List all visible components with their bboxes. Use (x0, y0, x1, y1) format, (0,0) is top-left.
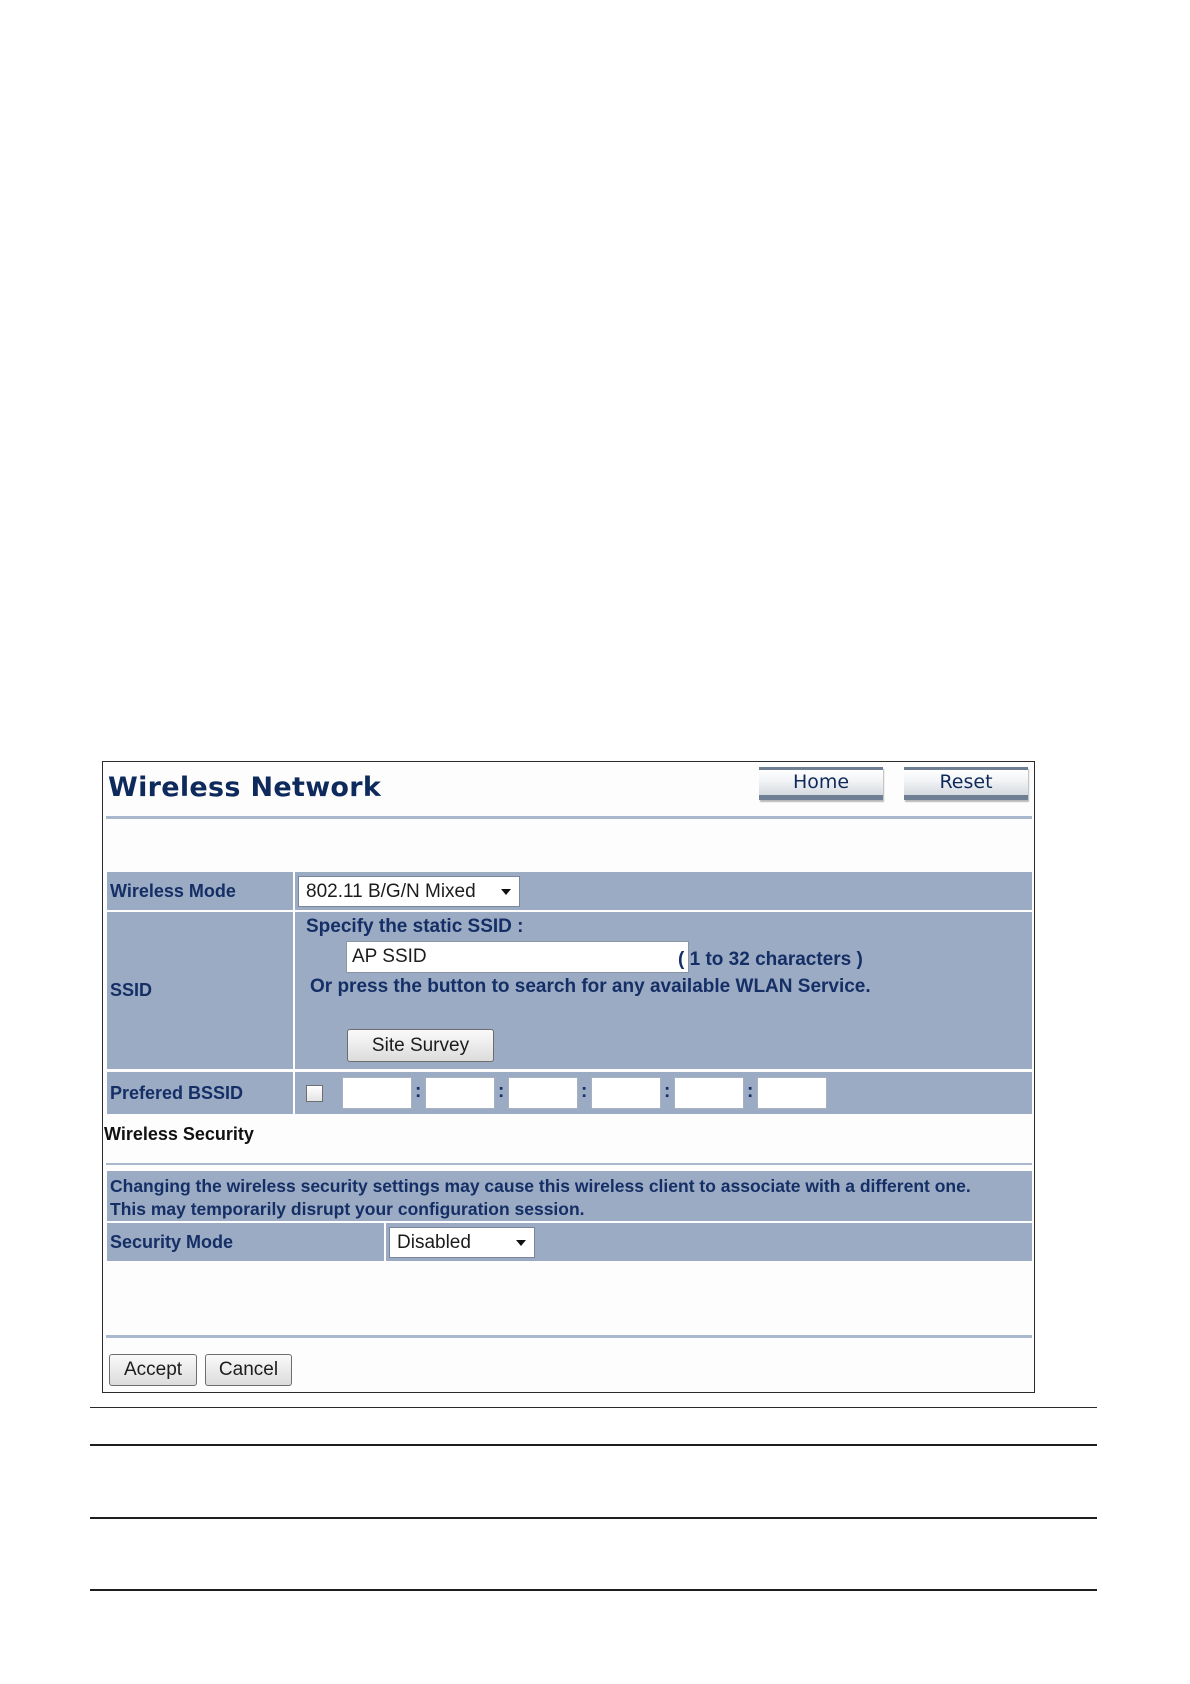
bssid-octet-6[interactable] (757, 1077, 827, 1109)
header-divider (106, 816, 1032, 819)
cancel-button[interactable]: Cancel (205, 1354, 292, 1386)
ssid-search-text: Or press the button to search for any available WLAN Service. (310, 976, 871, 997)
ssid-input[interactable] (346, 941, 689, 973)
ssid-instruction: Specify the static SSID : (306, 916, 524, 937)
document-rule (90, 1589, 1097, 1591)
bssid-separator: : (747, 1081, 754, 1102)
security-divider (106, 1163, 1032, 1165)
page-title: Wireless Network (108, 772, 382, 803)
ssid-length-hint: ( 1 to 32 characters ) (678, 949, 863, 970)
wireless-mode-row (107, 872, 1032, 910)
preferred-bssid-cell (293, 1072, 1032, 1114)
security-warning-line-2: This may temporarily disrupt your configuration session. (110, 1199, 585, 1219)
bssid-octet-4[interactable] (591, 1077, 661, 1109)
accept-button[interactable]: Accept (109, 1354, 197, 1386)
wireless-mode-label: Wireless Mode (107, 872, 293, 910)
wireless-network-panel (102, 761, 1035, 1393)
security-mode-value: Disabled (397, 1232, 471, 1253)
chevron-down-icon (501, 889, 511, 895)
bssid-octet-5[interactable] (674, 1077, 744, 1109)
bssid-separator: : (664, 1081, 671, 1102)
site-survey-button[interactable]: Site Survey (347, 1029, 494, 1062)
security-warning-line-1: Changing the wireless security settings may cause this wireless client to associate with a different one. (110, 1176, 971, 1196)
bssid-octet-3[interactable] (508, 1077, 578, 1109)
wireless-mode-value: 802.11 B/G/N Mixed (306, 881, 476, 902)
preferred-bssid-row (107, 1072, 1032, 1114)
document-rule (90, 1444, 1097, 1446)
security-mode-select[interactable] (389, 1227, 535, 1258)
home-button[interactable]: Home (759, 767, 883, 800)
bssid-octet-1[interactable] (342, 1077, 412, 1109)
bssid-separator: : (415, 1081, 422, 1102)
ssid-row (107, 912, 1032, 1069)
security-mode-cell (384, 1223, 1032, 1261)
wireless-mode-cell (293, 872, 1032, 910)
wireless-security-heading: Wireless Security (104, 1124, 254, 1144)
bssid-separator: : (581, 1081, 588, 1102)
bssid-octet-2[interactable] (425, 1077, 495, 1109)
preferred-bssid-label: Prefered BSSID (107, 1072, 293, 1114)
security-mode-label: Security Mode (107, 1223, 384, 1261)
bssid-separator: : (498, 1081, 505, 1102)
ssid-label: SSID (107, 912, 293, 1069)
preferred-bssid-checkbox[interactable] (306, 1085, 323, 1102)
ssid-cell (293, 912, 1032, 1069)
footer-divider (106, 1335, 1032, 1338)
chevron-down-icon (516, 1240, 526, 1246)
security-mode-row (107, 1223, 1032, 1261)
reset-button[interactable]: Reset (904, 767, 1028, 800)
wireless-mode-select[interactable] (298, 876, 520, 907)
document-rule (90, 1517, 1097, 1519)
document-rule (90, 1407, 1097, 1408)
security-warning (107, 1171, 1032, 1221)
